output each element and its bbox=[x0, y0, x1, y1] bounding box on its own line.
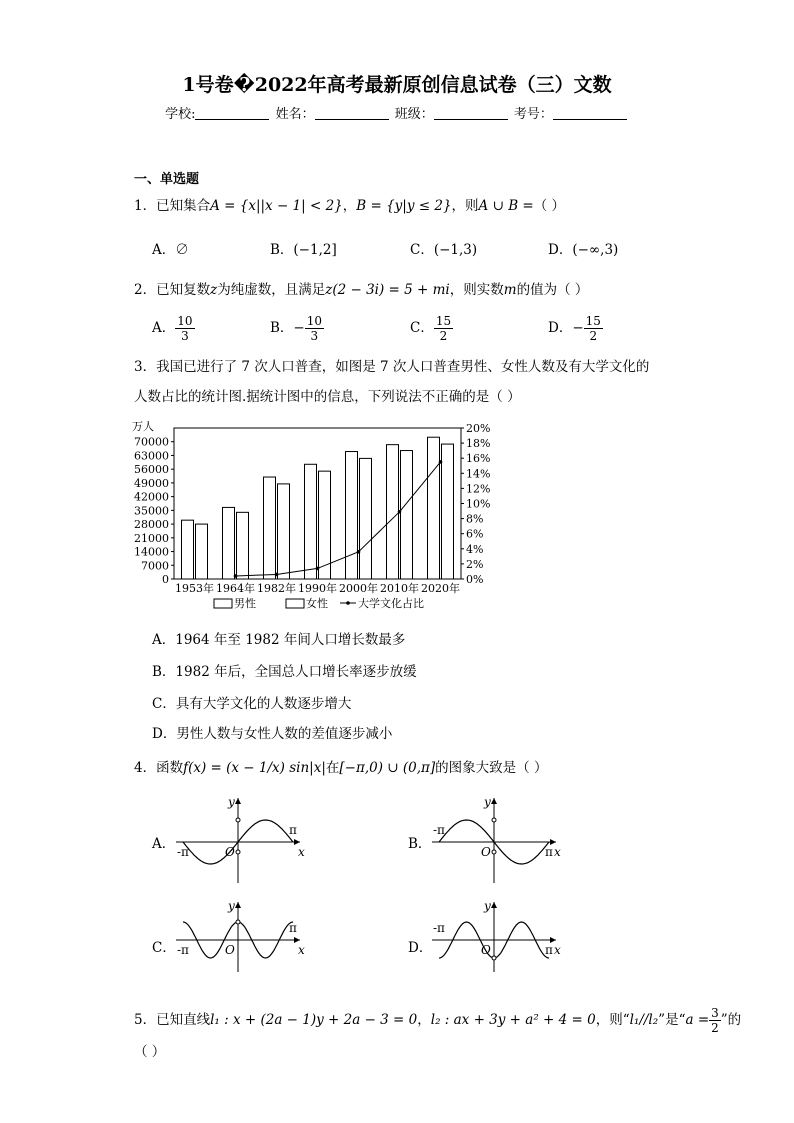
bar-male bbox=[346, 452, 358, 579]
q2-option-c-num: 15 bbox=[435, 314, 452, 328]
class-label: 班级： bbox=[394, 107, 434, 122]
q3-option-c[interactable]: C．具有大学文化的人数逐步增大 bbox=[152, 696, 352, 712]
x-axis-label: x bbox=[554, 943, 561, 957]
q4-domain: [−π,0) ∪ (0,π] bbox=[339, 760, 436, 776]
q2-equation: z(2 − 3i) = 5 + mi bbox=[325, 282, 450, 298]
point-college-ratio bbox=[275, 573, 279, 577]
question-3-line-2: 人数占比的统计图.据统计图中的信息，下列说法不正确的是（ ） bbox=[134, 389, 521, 405]
q2-option-a-fraction bbox=[175, 314, 194, 343]
curve-right bbox=[494, 842, 549, 864]
y2-tick-label: 0% bbox=[466, 573, 484, 586]
y-axis-label: y bbox=[484, 795, 491, 809]
y-tick-label: 49000 bbox=[134, 476, 169, 490]
q1-option-d[interactable]: D．(−∞,3) bbox=[548, 242, 619, 258]
y-tick-label: 70000 bbox=[134, 435, 169, 449]
origin-label: O bbox=[225, 845, 235, 859]
open-point-bottom bbox=[236, 850, 240, 854]
y-tick-label: 21000 bbox=[134, 531, 169, 545]
open-point bbox=[492, 956, 496, 960]
q2-option-d-num: 15 bbox=[585, 314, 601, 328]
y-axis-label: 万人 bbox=[132, 420, 154, 433]
pi-label: π bbox=[545, 845, 553, 859]
origin-label: O bbox=[481, 943, 491, 957]
question-2-stem bbox=[134, 280, 588, 300]
bar-male bbox=[182, 520, 194, 579]
class-blank[interactable] bbox=[434, 107, 508, 120]
q4-option-b[interactable]: B． bbox=[408, 836, 432, 852]
q5-line-1: l₁ : x + (2a − 1)y + 2a − 3 = 0 bbox=[210, 1012, 418, 1028]
q2-text-b: 为纯虚数，且满足 bbox=[217, 282, 326, 298]
bar-male bbox=[223, 507, 235, 579]
q5-cond: a = bbox=[685, 1012, 710, 1028]
q3-option-b[interactable]: B．1982 年后，全国总人口增长率逐步放缓 bbox=[152, 664, 417, 680]
q1-option-a[interactable]: A．∅ bbox=[152, 242, 189, 258]
pi-label: π bbox=[545, 943, 553, 957]
q2-option-b-num: 10 bbox=[306, 314, 323, 328]
q2-m: m bbox=[503, 282, 517, 298]
q5-text-a: 5．已知直线 bbox=[134, 1012, 211, 1028]
q2-text-d: 的值为（ ） bbox=[516, 282, 589, 298]
q2-option-c-letter: C． bbox=[410, 320, 434, 336]
q2-option-c-fraction bbox=[434, 314, 453, 343]
x-axis-label: x bbox=[298, 845, 305, 859]
y-tick-label: 28000 bbox=[134, 518, 169, 532]
neg-pi-label: -π bbox=[177, 943, 189, 957]
open-point-top bbox=[236, 818, 240, 822]
q4-function: f(x) = (x − 1/x) sin|x| bbox=[183, 760, 326, 776]
name-label: 姓名： bbox=[275, 107, 315, 122]
q2-option-c-den: 2 bbox=[439, 329, 448, 343]
neg-pi-label: -π bbox=[433, 823, 445, 837]
pi-label: π bbox=[289, 823, 297, 837]
q5-den: 2 bbox=[711, 1021, 719, 1035]
q5-text-c: ”是“ bbox=[658, 1012, 686, 1028]
q2-option-a-num: 10 bbox=[177, 314, 193, 328]
q2-option-b[interactable] bbox=[270, 314, 324, 343]
legend-label-female: 女性 bbox=[306, 597, 328, 610]
q2-option-d-letter: D． bbox=[548, 320, 573, 336]
y-tick-label: 63000 bbox=[134, 449, 169, 463]
q4-option-c[interactable]: C． bbox=[152, 940, 176, 956]
id-blank[interactable] bbox=[553, 107, 627, 120]
census-chart bbox=[118, 418, 500, 618]
bar-male bbox=[264, 477, 276, 579]
open-point bbox=[236, 920, 240, 924]
q2-text-a: 2．已知复数 bbox=[134, 282, 211, 298]
y-tick-label: 56000 bbox=[134, 463, 169, 477]
y-axis-label: y bbox=[484, 899, 491, 913]
q4-text-a: 4．函数 bbox=[134, 760, 184, 776]
name-blank[interactable] bbox=[315, 107, 389, 120]
y-axis-arrow bbox=[491, 798, 497, 804]
legend-swatch-male bbox=[214, 599, 232, 608]
x-tick-label: 1953年 bbox=[175, 582, 214, 595]
y2-tick-label: 12% bbox=[466, 482, 491, 496]
q2-option-a[interactable] bbox=[152, 314, 195, 343]
point-college-ratio bbox=[357, 550, 361, 554]
bar-female bbox=[319, 471, 331, 579]
page-title: 1号卷�2022年高考最新原创信息试卷（三）文数 bbox=[182, 74, 612, 96]
school-blank[interactable] bbox=[195, 107, 269, 120]
q4-text-c: 的图象大致是（ ） bbox=[435, 760, 548, 776]
id-label: 考号： bbox=[513, 107, 553, 122]
q5-line-2: l₂ : ax + 3y + a² + 4 = 0 bbox=[430, 1012, 596, 1028]
x-tick-label: 1982年 bbox=[257, 582, 296, 595]
bar-male bbox=[305, 464, 317, 579]
bar-male bbox=[428, 437, 440, 579]
q3-option-d[interactable]: D．男性人数与女性人数的差值逐步减小 bbox=[152, 726, 393, 742]
x-axis-label: x bbox=[298, 943, 305, 957]
plot-frame bbox=[174, 428, 461, 579]
y-tick-label: 35000 bbox=[134, 504, 169, 518]
y2-tick-label: 16% bbox=[466, 452, 491, 466]
x-tick-label: 2020年 bbox=[421, 582, 460, 595]
q2-option-b-fraction bbox=[305, 314, 324, 343]
q3-option-a[interactable]: A．1964 年至 1982 年间人口增长数最多 bbox=[152, 632, 406, 648]
q1-option-b[interactable]: B．(−1,2] bbox=[270, 242, 337, 258]
q2-option-a-den: 3 bbox=[181, 329, 189, 343]
bar-female bbox=[237, 512, 249, 579]
y2-tick-label: 18% bbox=[466, 437, 491, 451]
y-tick-label: 14000 bbox=[134, 545, 169, 559]
legend-label-male: 男性 bbox=[234, 597, 256, 610]
q2-option-d[interactable] bbox=[548, 314, 603, 343]
curve-left bbox=[439, 820, 494, 842]
y-tick-label: 0 bbox=[162, 573, 169, 586]
legend-label-ratio: 大学文化占比 bbox=[358, 597, 424, 610]
q5-text-b: ，则“ bbox=[595, 1012, 630, 1028]
q1-text: 1．已知集合 bbox=[134, 198, 211, 214]
y2-tick-label: 4% bbox=[466, 542, 484, 556]
x-tick-label: 1964年 bbox=[216, 582, 255, 595]
point-college-ratio bbox=[234, 574, 238, 578]
y-axis-arrow bbox=[235, 902, 241, 908]
q5-parallel: l₁//l₂ bbox=[629, 1012, 659, 1028]
q1-paren: （ ） bbox=[533, 198, 566, 214]
q2-option-d-sign: − bbox=[572, 320, 584, 336]
x-tick-label: 1990年 bbox=[298, 582, 337, 595]
bar-female bbox=[401, 451, 413, 579]
question-1-stem bbox=[134, 196, 565, 216]
q1-option-c[interactable]: C．(−1,3) bbox=[410, 242, 478, 258]
y-tick-label: 42000 bbox=[134, 490, 169, 504]
pi-label: π bbox=[289, 921, 297, 935]
y-axis-arrow bbox=[491, 902, 497, 908]
q4-graph-b bbox=[426, 792, 566, 887]
student-info-row bbox=[0, 103, 794, 122]
open-point-top bbox=[492, 818, 496, 822]
q4-graph-d bbox=[426, 896, 566, 976]
q5-paren: （ ） bbox=[134, 1044, 166, 1060]
question-3-line-1: 3．我国已进行了 7 次人口普查，如图是 7 次人口普查男性、女性人数及有大学文化的 bbox=[134, 359, 650, 375]
school-label: 学校: bbox=[165, 107, 196, 122]
q5-fraction bbox=[709, 1006, 721, 1035]
open-point-bottom bbox=[492, 850, 496, 854]
q2-option-b-letter: B． bbox=[270, 320, 294, 336]
x-axis-label: x bbox=[554, 845, 561, 859]
q2-z: z bbox=[210, 282, 218, 298]
q5-text-d: ”的 bbox=[720, 1012, 742, 1028]
point-college-ratio bbox=[398, 510, 402, 514]
curve-right bbox=[238, 820, 293, 842]
bar-female bbox=[442, 444, 454, 579]
q4-option-d[interactable]: D． bbox=[408, 940, 433, 956]
y-tick-label: 7000 bbox=[141, 559, 169, 573]
question-5-stem bbox=[134, 1006, 741, 1035]
x-tick-label: 2000年 bbox=[339, 582, 378, 595]
legend-swatch-female bbox=[286, 599, 304, 608]
q2-option-a-letter: A． bbox=[152, 320, 176, 336]
bar-female bbox=[360, 458, 372, 579]
q4-option-a[interactable]: A． bbox=[152, 836, 176, 852]
y2-tick-label: 14% bbox=[466, 467, 491, 481]
q1-set-a: A = {x||x − 1| < 2} bbox=[210, 198, 343, 214]
q4-graph-c bbox=[170, 896, 310, 976]
y2-tick-label: 8% bbox=[466, 512, 484, 526]
q2-text-c: ，则实数 bbox=[449, 282, 504, 298]
q2-option-b-den: 3 bbox=[310, 329, 319, 343]
q1-sep: ， bbox=[342, 198, 357, 214]
point-college-ratio bbox=[316, 567, 320, 571]
legend-swatch-point bbox=[346, 601, 350, 605]
y-axis-label: y bbox=[228, 899, 235, 913]
q1-expr: A ∪ B = bbox=[478, 198, 534, 214]
bar-female bbox=[196, 524, 208, 579]
q2-option-c[interactable] bbox=[410, 314, 453, 343]
q1-set-b: B = {y|y ≤ 2} bbox=[356, 198, 452, 214]
q5-num: 3 bbox=[711, 1006, 719, 1020]
y2-tick-label: 6% bbox=[466, 527, 484, 541]
q1-text-b: ，则 bbox=[451, 198, 479, 214]
bar-female bbox=[278, 484, 290, 579]
y-axis-label: y bbox=[228, 795, 235, 809]
q2-option-d-fraction bbox=[584, 314, 603, 343]
x-tick-label: 2010年 bbox=[380, 582, 419, 595]
q2-option-d-den: 2 bbox=[589, 329, 598, 343]
neg-pi-label: -π bbox=[177, 845, 189, 859]
section-heading: 一、单选题 bbox=[134, 172, 200, 187]
y2-tick-label: 20% bbox=[466, 422, 491, 435]
y2-tick-label: 10% bbox=[466, 497, 491, 511]
question-4-stem bbox=[134, 758, 547, 778]
y2-tick-label: 2% bbox=[466, 557, 484, 571]
point-college-ratio bbox=[439, 460, 443, 464]
bar-male bbox=[387, 445, 399, 579]
q4-graph-a bbox=[170, 792, 310, 887]
y-axis-arrow bbox=[235, 798, 241, 804]
neg-pi-label: -π bbox=[433, 921, 445, 935]
origin-label: O bbox=[225, 943, 235, 957]
q2-option-b-sign: − bbox=[293, 320, 305, 336]
origin-label: O bbox=[481, 845, 491, 859]
q5-sep: ， bbox=[417, 1012, 431, 1028]
q4-text-b: 在 bbox=[325, 760, 340, 776]
